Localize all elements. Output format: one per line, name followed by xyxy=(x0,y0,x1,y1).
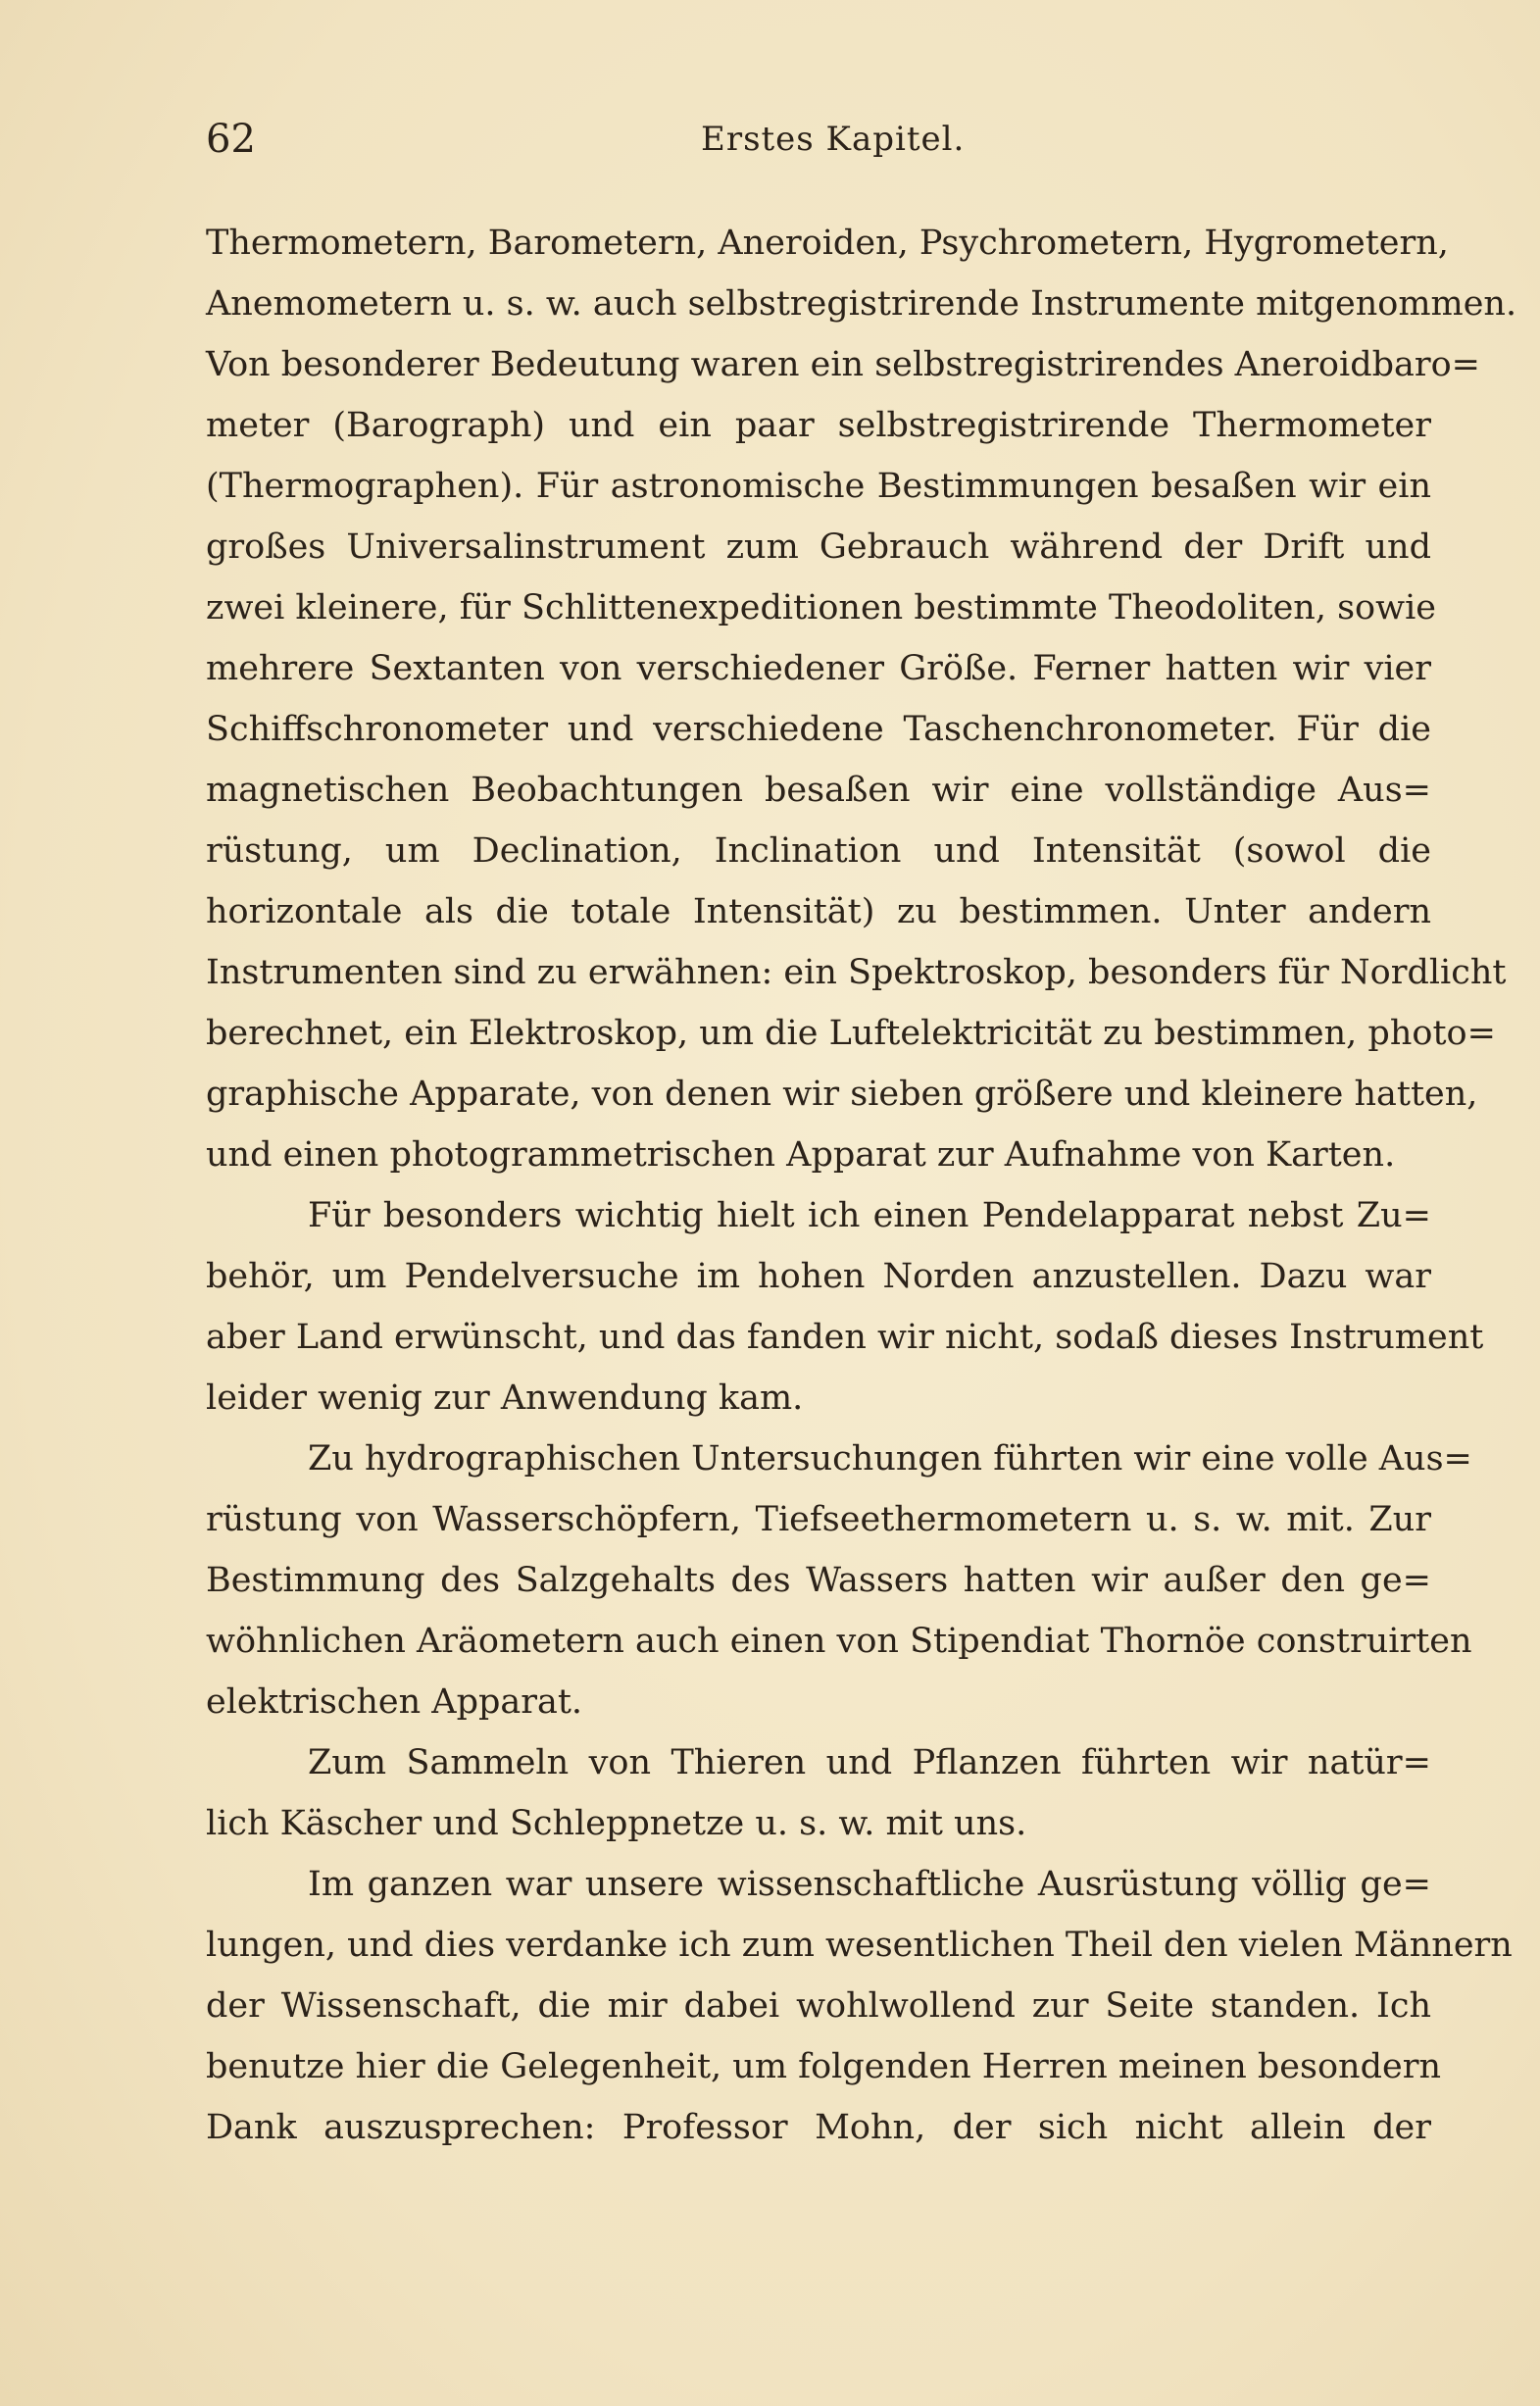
paragraph xyxy=(206,1732,1431,1854)
text-line: aber Land erwünscht, und das fanden wir nicht, sodaß dieses Instrument xyxy=(206,1318,1484,1357)
text-line: mehrere Sextanten von verschiedener Größe. Ferner hatten wir vier xyxy=(206,649,1431,688)
text-line: horizontale als die totale Intensität) zu bestimmen. Unter andern xyxy=(206,892,1431,931)
text-line: berechnet, ein Elektroskop, um die Luftelektricität zu bestimmen, photo= xyxy=(206,1014,1496,1053)
text-line: benutze hier die Gelegenheit, um folgenden Herren meinen besondern xyxy=(206,2047,1441,2086)
text-line: der Wissenschaft, die mir dabei wohlwollend zur Seite standen. Ich xyxy=(206,1986,1431,2026)
text-line: Für besonders wichtig hielt ich einen Pendelapparat nebst Zu= xyxy=(308,1196,1431,1235)
text-line: meter (Barograph) und ein paar selbstregistrirende Thermometer xyxy=(206,406,1431,445)
text-line: Bestimmung des Salzgehalts des Wassers hatten wir außer den ge= xyxy=(206,1561,1431,1600)
text-line: großes Universalinstrument zum Gebrauch während der Drift und xyxy=(206,527,1431,567)
page-header xyxy=(206,114,1431,173)
text-line: Anemometern u. s. w. auch selbstregistrirende Instrumente mitgenommen. xyxy=(206,284,1517,324)
text-line: leider wenig zur Anwendung kam. xyxy=(206,1378,804,1418)
page-number: 62 xyxy=(206,117,256,162)
text-line: elektrischen Apparat. xyxy=(206,1682,583,1722)
paragraph xyxy=(206,213,1517,1185)
text-line: (Thermographen). Für astronomische Bestimmungen besaßen wir ein xyxy=(206,467,1431,506)
text-line: und einen photogrammetrischen Apparat zur Aufnahme von Karten. xyxy=(206,1135,1396,1175)
text-line: Instrumenten sind zu erwähnen: ein Spektroskop, besonders für Nordlicht xyxy=(206,953,1507,992)
paragraph xyxy=(206,1185,1484,1429)
text-line: zwei kleinere, für Schlittenexpeditionen bestimmte Theodoliten, sowie xyxy=(206,588,1436,627)
text-line: lungen, und dies verdanke ich zum wesentlichen Theil den vielen Männern xyxy=(206,1926,1513,1965)
text-line: rüstung, um Declination, Inclination und Intensität (sowol die xyxy=(206,831,1431,871)
text-line: Schiffschronometer und verschiedene Taschenchronometer. Für die xyxy=(206,710,1431,749)
text-line: behör, um Pendelversuche im hohen Norden anzustellen. Dazu war xyxy=(206,1257,1431,1296)
paragraph xyxy=(206,1854,1513,2158)
text-line: Zum Sammeln von Thieren und Pflanzen führten wir natür= xyxy=(308,1743,1431,1782)
text-line: Zu hydrographischen Untersuchungen führten wir eine volle Aus= xyxy=(308,1439,1472,1479)
running-head: Erstes Kapitel. xyxy=(701,120,966,159)
text-line: Thermometern, Barometern, Aneroiden, Psychrometern, Hygrometern, xyxy=(206,224,1449,263)
text-line: lich Käscher und Schleppnetze u. s. w. mit uns. xyxy=(206,1804,1027,1843)
text-line: Dank auszusprechen: Professor Mohn, der sich nicht allein der xyxy=(206,2108,1431,2147)
text-line: magnetischen Beobachtungen besaßen wir eine vollständige Aus= xyxy=(206,771,1431,810)
text-line: rüstung von Wasserschöpfern, Tiefseethermometern u. s. w. mit. Zur xyxy=(206,1500,1431,1539)
text-line: wöhnlichen Aräometern auch einen von Stipendiat Thornöe construirten xyxy=(206,1622,1472,1661)
body-text xyxy=(206,213,1517,2158)
text-line: Von besonderer Bedeutung waren ein selbstregistrirendes Aneroidbaro= xyxy=(206,345,1481,384)
text-line: graphische Apparate, von denen wir sieben größere und kleinere hatten, xyxy=(206,1075,1478,1114)
paragraph xyxy=(206,1429,1472,1732)
text-line: Im ganzen war unsere wissenschaftliche Ausrüstung völlig ge= xyxy=(308,1865,1431,1904)
